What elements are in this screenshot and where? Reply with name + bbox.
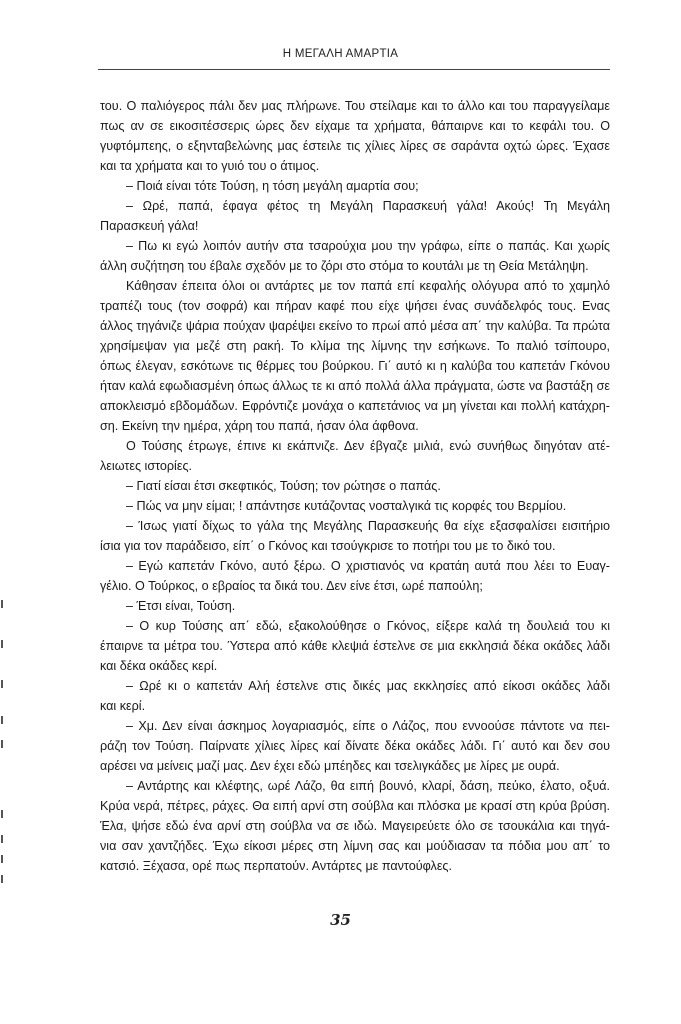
scan-mark <box>1 600 3 608</box>
page-number: 35 <box>330 911 351 929</box>
text-line: – Ο κυρ Τούσης απ΄ εδώ, εξακολούθησε ο Γκόνος, είξερε καλά τη δουλειά του κι <box>126 619 610 633</box>
text-line: χρησίμεψαν για μεζέ στη ρακή. Το κλίμα της λίμνης την εσήκωνε. Το παλιό τσίπουρο, <box>100 339 610 353</box>
scan-mark <box>1 640 3 648</box>
text-line: λειωτες ιστορίες. <box>100 459 193 473</box>
scan-mark <box>1 835 3 843</box>
text-line: – Έτσι είναι, Τούση. <box>126 599 236 613</box>
text-line: – Εγώ καπετάν Γκόνο, αυτό ξέρω. Ο χριστιανός να κρατάη αυτά που λέει το Ευαγ- <box>126 559 610 573</box>
text-line: έπαιρνε τα μέτρα του. Ύστερα από κάθε κλεψιά έστελνε σε μια εκκλησιά δέκα οκάδες λάδι <box>100 639 610 653</box>
header-rule <box>98 69 610 70</box>
text-line: – Ωρέ κι ο καπετάν Αλή έστελνε στις δικές μας εκκλησίες από είκοσι οκάδες λάδι <box>126 679 610 693</box>
text-line: – Πώς να μην είμαι; ! απάντησε κυτάζοντας νοσταλγικά τις κορφές του Βερμίου. <box>126 499 567 513</box>
text-line: του. Ο παλιόγερος πάλι δεν μας πλήρωνε. Του στείλαμε και το άλλο και του παραγγείλαμε <box>100 99 610 113</box>
text-line: Έλα, ψήσε εδώ ένα αρνί στη σούβλα να σε ιδώ. Μαγειρεύετε όλο σε τσουκάλια και τηγά- <box>100 819 610 833</box>
text-line: όπως έλεγαν, εσκότωνε τις θέρμες του βούρκου. Γι΄ αυτό κι η καλύβα του καπετάν Γκόνου <box>100 359 610 373</box>
text-line: ήταν καλά εφωδιασμένη όπως άλλως τε κι από πολλά άλλα πράγματα, ώστε να βαστάξη σε <box>100 379 610 393</box>
scan-mark <box>1 855 3 863</box>
body-text <box>100 96 610 876</box>
text-line: – Ίσως γιατί δίχως το γάλα της Μεγάλης Παρασκευής θα είχε εξασφαλίσει εισιτήριο <box>126 519 610 533</box>
text-line: τραπέζι τους (τον σοφρά) και πήραν καφέ που είχε ψήσει ένας συνάδελφός τους. Ενας <box>100 299 610 313</box>
scan-mark <box>1 716 3 724</box>
text-line: πως αν σε εικοσιτέσσερις ώρες δεν είχαμε τα χρήματα, θάπαιρνε και το κεφάλι του. Ο <box>100 119 610 133</box>
scan-mark <box>1 680 3 688</box>
text-line: γυφτόμπεης, ο εξηνταβελώνης μας έστειλε τις χίλιες λίρες σε σαράντα οχτώ ώρες. Έχασε <box>100 139 610 153</box>
text-line: – Ποιά είναι τότε Τούση, η τόση μεγάλη αμαρτία σου; <box>126 179 419 193</box>
text-line: ίσια για τον παράδεισο, είπ΄ ο Γκόνος και τσούγκρισε το ποτήρι του με το δικό του. <box>100 539 556 553</box>
text-line: αποκλεισμό εβδομάδων. Εφρόντιζε μονάχα ο καπετάνιος να μη γίνεται και πολλή κατάχρη- <box>100 399 610 413</box>
text-line: – Αντάρτης και κλέφτης, ωρέ Λάζο, θα ειπή βουνό, κλαρί, δάση, πεύκο, έλατο, οξυά. <box>126 779 610 793</box>
text-line: κατσιό. Ξέχασα, ορέ πως περπατούν. Αντάρτες με παντούφλες. <box>100 859 452 873</box>
text-line: γέλιο. Ο Τούρκος, ο εβραίος τα δικά του. Δεν είνε έτσι, ωρέ παπούλη; <box>100 579 483 593</box>
text-line: και δέκα οκάδες κερί. <box>100 659 218 673</box>
scan-edge-marks <box>0 0 6 1024</box>
running-header: Η ΜΕΓΑΛΗ ΑΜΑΡΤΙΑ <box>282 48 399 60</box>
scan-mark <box>1 740 3 748</box>
scan-mark <box>1 875 3 883</box>
text-line: άλλος τηγάνιζε ψάρια πούχαν ψαρέψει εκείνο το πρωί από μέσα απ΄ την καλύβα. Τα πρώτα <box>100 319 610 333</box>
text-line: Κάθησαν έπειτα όλοι οι αντάρτες με τον παπά επί κεφαλής ολόγυρα από το χαμηλό <box>126 279 610 293</box>
text-line: και τα χρήματα και το γυιό του ο άτιμος. <box>100 159 320 173</box>
text-line: – Γιατί είσαι έτσι σκεφτικός, Τούση; τον ρώτησε ο παπάς. <box>126 479 441 493</box>
scan-mark <box>1 810 3 818</box>
text-line: – Πω κι εγώ λοιπόν αυτήν στα τσαρούχια μου την γράφω, είπε ο παπάς. Και χωρίς <box>126 239 610 253</box>
text-line: – Ωρέ, παπά, έφαγα φέτος τη Μεγάλη Παρασκευή γάλα! Ακούς! Τη Μεγάλη <box>126 199 610 213</box>
text-line: νια σαν χαντζήδες. Έχω είκοσι μέρες στη λίμνη σας και μούδιασαν τα πόδια μου απ΄ το <box>100 839 610 853</box>
text-line: Κρύα νερά, πέτρες, ράχες. Θα ειπή αρνί στη σούβλα και πλόσκα με κρασί στη κρύα βρύση. <box>100 799 610 813</box>
text-line: άλλη συζήτηση του έβαλε σχεδόν με το ζόρι στο στόμα το κουτάλι με τη Θεία Μετάληψη. <box>100 259 589 273</box>
text-line: αρέσει να μείνεις μαζί μας. Δεν έχει εδώ μπέηδες και τσελιγκάδες με λίρες με ουρά. <box>100 759 560 773</box>
text-line: ράζη τον Τούση. Παίρνατε χίλιες λίρες καί δίνατε δέκα οκάδες λάδι. Γι΄ αυτό και δεν σου <box>100 739 610 753</box>
text-line: Παρασκευή γάλα! <box>100 219 199 233</box>
text-line: Ο Τούσης έτρωγε, έπινε κι εκάπνιζε. Δεν έβγαζε μιλιά, ενώ συνήθως διηγόταν ατέ- <box>126 439 610 453</box>
text-line: ση. Εκείνη την ημέρα, χάρη του παπά, ήσαν όλα άφθονα. <box>100 419 419 433</box>
text-line: – Χμ. Δεν είναι άσκημος λογαριασμός, είπε ο Λάζος, που εννοούσε πάντοτε να πει- <box>126 719 610 733</box>
text-line: και κερί. <box>100 699 146 713</box>
